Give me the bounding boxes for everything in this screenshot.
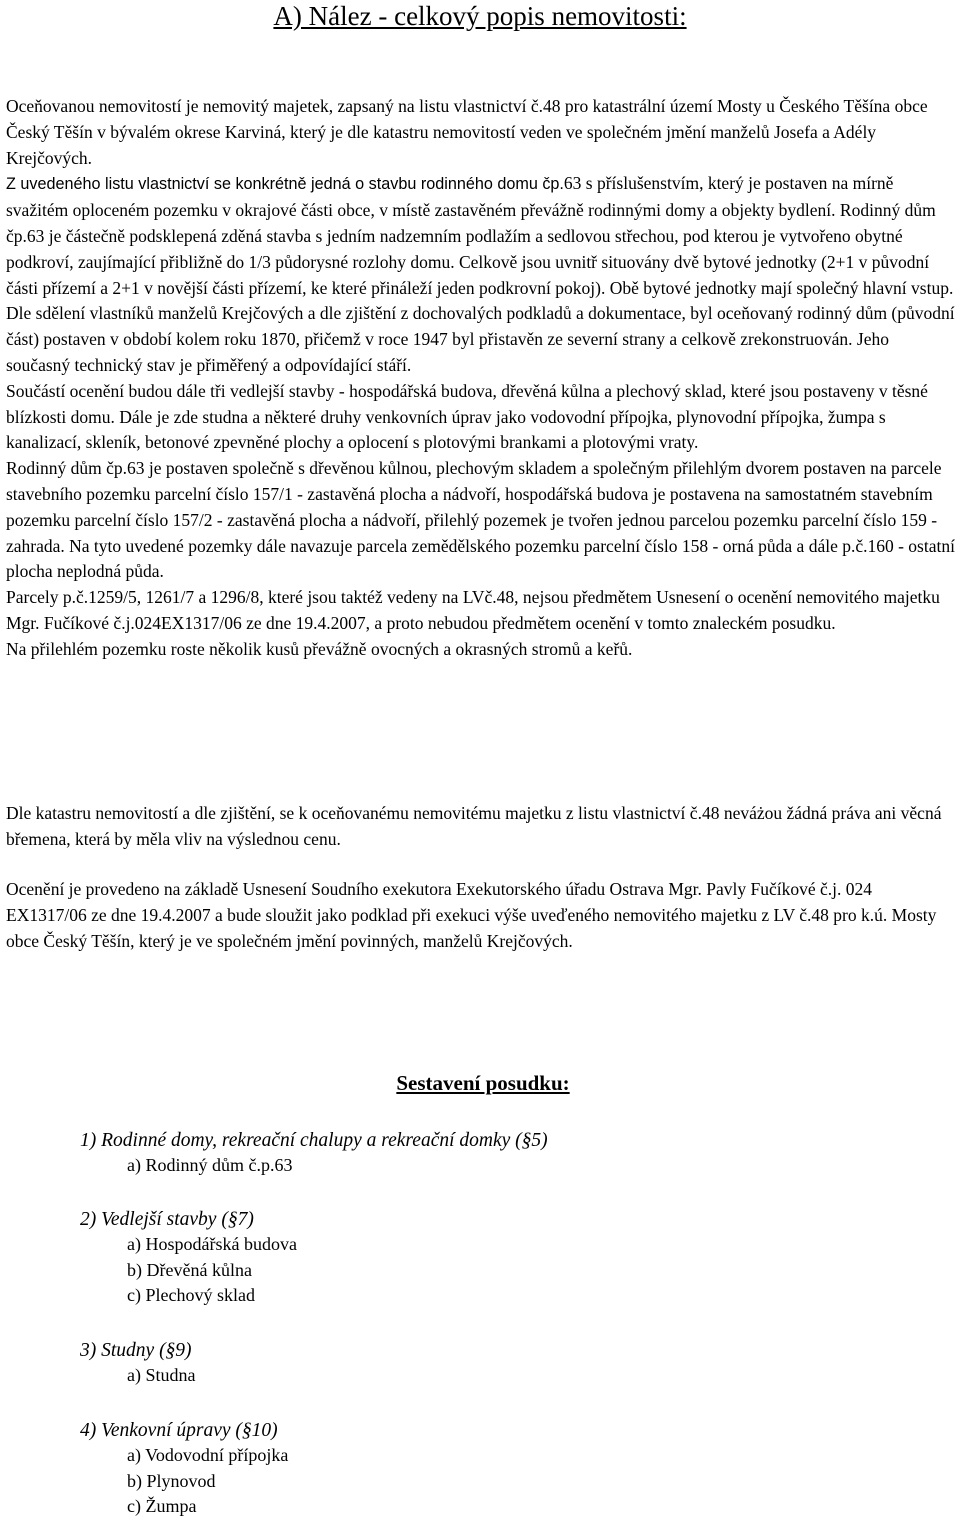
composition-heading: Sestavení posudku: — [396, 1071, 570, 1095]
paragraph-text: 63 je postaven společně s dřevěnou kůlnou, plechovým skladem a společným přilehlým dvorem postaven na parcele stavebního pozemku parcelní číslo 157/1 - zastavěná plocha a nádvoří, hospodářská budova je postavena na samostatném stavebním pozemku parcelní číslo 157/2 - zastavěná plocha a nádvoří, přilehlý pozemek je tvořen jednou parcelou pozemku parcelní číslo 159 - zahrada. Na tyto uvedené pozemky dále navazuje parcela zemědělského pozemku parcelní číslo 158 - orná půda a dále p.č.160 - ostatní plocha neplodná půda. — [6, 458, 955, 582]
section-item: a) Rodinný dům č.p.63 — [127, 1155, 293, 1175]
section-title: 4) Venkovní úpravy (§10) — [80, 1420, 278, 1441]
composition-section — [80, 1207, 780, 1309]
valuation-basis-paragraph: Ocenění je provedeno na základě Usnesení Soudního exekutora Exekutorského úřadu Ostrava Mgr. Pavly Fučíkové č.j. 024 EX1317/06 ze dne 19.4.2007 a bude sloužit jako podklad při exekuci výše uveďeného nemovitého majetku z LV č.48 pro k.ú. Mosty obce Český Těšín, který je ve společném jmění povinných, manželů Krejčových. — [6, 879, 937, 951]
encumbrance-paragraph: Dle katastru nemovitostí a dle zjištění, se k oceňovanému nemovitému majetku z listu vlastnictví č.48 neváżou žádná práva ani věcná břemena, která by měla vliv na výslednou cenu. — [6, 803, 942, 849]
paragraph-text-sans: Z uvedeného listu vlastnictví se konkrétně jedná o stavbu rodinného domu čp. — [6, 175, 564, 194]
composition-section — [80, 1418, 780, 1520]
section-title: 2) Vedlejší stavby (§7) — [80, 1209, 254, 1230]
section-item: a) Hospodářská budova — [127, 1234, 297, 1254]
paragraph-text: Součástí ocenění budou dále tři vedlejší stavby - hospodářská budova, dřevěná kůlna a plechový sklad, které jsou postaveny v těsné blízkosti domu. Dále je zde studna a některé druhy venkovních úprav jako vodovodní přípojka, plynovodní přípojka, žumpa s kanalizací, skleník, betonové zpevněné plochy a oplocení s plotovými brankami a plotovými vraty. — [6, 380, 928, 453]
section-item: c) Plechový sklad — [127, 1285, 255, 1305]
section-item: c) Žumpa — [127, 1496, 197, 1516]
composition-section — [80, 1338, 780, 1389]
paragraph-text: 63 je částečně podsklepená zděná stavba s jedním nadzemním podlažím a sedlovou střechou, pod kterou je vytvořeno obytné podkroví, zaujímající přibližně do 1/3 půdorysné rozlohy domu. Celkově jsou uvnitř situovány dvě bytové jednotky (2+1 v původní části přízemí a 2+1 v novější části přízemí, ke které přináleží jeden podkrovní pokoj). Obě bytové jednotky mají společný hlavní vstup. Dle sdělení vlastníků manželů Krejčových a dle zjištění z dochovalých podkladů a dokumentace, byl oceňovaný rodinný dům (původní část) postaven v období kolem roku 1870, přičemž v roce 1947 byl přistavěn ze severní strany a celkově zrekonstruován. Jeho současný technický stav je přiměřený a odpovídající stáří. — [6, 225, 955, 375]
section-item: b) Dřevěná kůlna — [127, 1259, 252, 1280]
section-item: b) Plynovod — [127, 1470, 216, 1491]
paragraph-text: Parcely p.č.1259/5, 1261/7 a 1296/8, které jsou taktéž vedeny na LVč.48, nejsou předmětem Usnesení o ocenění nemovitého majetku Mgr. Fučíkové č.j.024EX1317/06 ze dne 19.4.2007, a proto nebudou předmětem ocenění v tomto znaleckém posudku. — [6, 587, 940, 633]
section-item: a) Studna — [127, 1365, 196, 1385]
section-title: 1) Rodinné domy, rekreační chalupy a rekreační domky (§5) — [80, 1130, 548, 1151]
paragraph-text: Rodinný dům čp. — [6, 458, 128, 479]
paragraph-text: 63 s příslušenstvím, který je postaven na mírně svažitém oploceném pozemku v okrajové části obce, v místě zastavěném převážně rodinnými domy a objekty bydlení. Rodinný dům čp. — [6, 173, 936, 246]
section-title: 3) Studny (§9) — [80, 1340, 192, 1361]
description-paragraph — [6, 94, 956, 663]
paragraph-text: Oceňovanou nemovitostí je nemovitý majetek, zapsaný na listu vlastnictví č.48 pro katastrální území Mosty u Českého Těšína obce Český Těšín v bývalém okrese Karviná, který je dle katastru nemovitostí veden ve společném jmění manželů Josefa a Adély Krejčových. — [6, 96, 928, 168]
paragraph-text: Na přilehlém pozemku roste několik kusů převážně ovocných a okrasných stromů a keřů. — [6, 638, 633, 659]
section-item: a) Vodovodní přípojka — [127, 1445, 289, 1465]
composition-section — [80, 1128, 780, 1179]
page-title: A) Nález - celkový popis nemovitosti: — [273, 1, 687, 31]
